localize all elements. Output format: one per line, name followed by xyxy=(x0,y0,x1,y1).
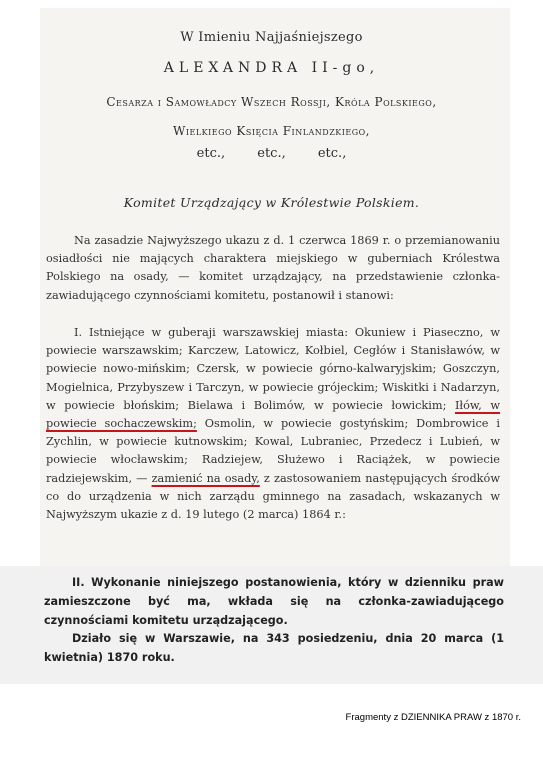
section-one-part-3: z zastosowaniem następujących środków co do urządzenia w nich zarządu gminnego na zasadach, wskazanych w Najwyższym ukazie z d. 19 lutego (2 marca) 1864 r.: xyxy=(46,471,500,522)
source-caption: Fragmenty z DZIENNIKA PRAW z 1870 r. xyxy=(345,712,521,723)
underlined-zamienic: zamienić na osady, xyxy=(151,471,260,485)
header-etc-line: etc., etc., etc., xyxy=(196,146,347,161)
section-one-part-2: Osmolin, w powiecie gostyńskim; Dombrowice i Zychlin, w powiecie kutnowskim; Kowal, Lubraniec, Przedecz i Lubień, w powiecie włocławskim; Radziejew, Służewo i Raciążek, w powiecie radziejewskim, — xyxy=(46,417,501,485)
committee-title: Komitet Urządzający w Królestwie Polskiem. xyxy=(123,195,420,210)
preamble-paragraph xyxy=(46,232,500,305)
section-one xyxy=(46,324,500,524)
section-two-text: II. Wykonanie niniejszego postanowienia, który w dzienniku praw zamieszczone być ma, wkłada się na członka-zawiadującego czynnościami komitetu urządzającego. xyxy=(44,576,504,627)
header-title-line: Cesarza i Samowładcy Wszech Rossji, Króla Polskiego, xyxy=(106,95,437,109)
preamble-text: Na zasadzie Najwyższego ukazu z d. 1 czerwca 1869 r. o przemianowaniu osiadłości nie mających charaktera miejskiego w guberniach Królestwa Polskiego na osady, — komitet urządzający, na przedstawienie członka-zawiadującego czynnościami komitetu, postanowił i stanowi: xyxy=(46,234,500,302)
header-grand-duke-line: Wielkiego Księcia Finlandzkiego, xyxy=(173,124,370,138)
section-two xyxy=(44,574,504,668)
section-one-text xyxy=(46,324,500,524)
section-one-part-1: I. Istniejące w guberaji warszawskiej miasta: Okuniew i Piaseczno, w powiecie warszawskim; Karczew, Latowicz, Kołbiel, Cegłów i Stanisławów, w powiecie nowo-mińskim; Czersk, w powiecie górno-kalwaryjskim; Goszczyn, Mogielnica, Przybyszew i Tarczyn, w powiecie grójeckim; Wiskitki i Nadarzyn, w powiecie błońskim; Bielawa i Bolimów, w powiecie łowickim; xyxy=(46,326,500,412)
underlined-ilow: Iłów, w powiecie sochaczewskim; xyxy=(46,398,501,431)
section-two-panel xyxy=(0,566,543,684)
signing-statement: Działo się w Warszawie, na 343 posiedzeniu, dnia 20 marca (1 kwietnia) 1870 roku. xyxy=(44,632,504,665)
header-invocation: W Imieniu Najjaśniejszego xyxy=(180,30,363,45)
header-monarch-name: ALEXANDRA II-go, xyxy=(163,60,380,76)
